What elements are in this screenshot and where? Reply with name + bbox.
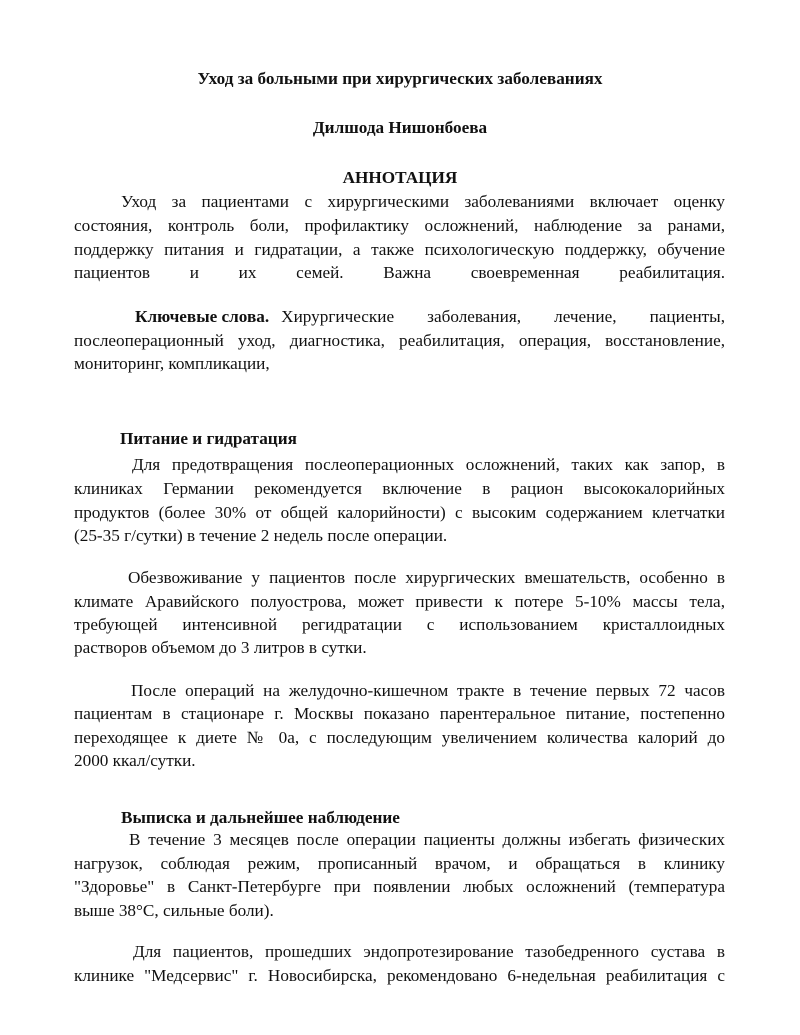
- keywords-line: мониторинг, компликации,: [74, 354, 270, 373]
- annotation-line: поддержку питания и гидратации, а также психологическую поддержку, обучение: [74, 240, 725, 259]
- paragraph-line: Для пациентов, прошедших эндопротезирование тазобедренного сустава в: [133, 942, 725, 961]
- keywords-first-line: [135, 306, 725, 328]
- paragraph-line: пациентам в стационаре г. Москвы показано парентеральное питание, постепенно: [74, 704, 725, 723]
- paragraph-line: В течение 3 месяцев после операции пациенты должны избегать физических: [129, 830, 725, 849]
- paragraph-line: После операций на желудочно-кишечном тракте в течение первых 72 часов: [131, 681, 725, 700]
- section-heading-nutrition: Питание и гидратация: [120, 429, 297, 448]
- paragraph-line: требующей интенсивной регидратации с использованием кристаллоидных: [74, 615, 725, 634]
- section-heading-discharge: Выписка и дальнейшее наблюдение: [121, 808, 400, 827]
- paragraph-line: клиниках Германии рекомендуется включение в рацион высококалорийных: [74, 479, 725, 498]
- paragraph-line: Обезвоживание у пациентов после хирургических вмешательств, особенно в: [128, 568, 725, 587]
- keywords-label: Ключевые слова.: [135, 307, 270, 326]
- annotation-line: пациентов и их семей. Важна своевременная реабилитация.: [74, 263, 725, 282]
- paragraph-line: Для предотвращения послеоперационных осложнений, таких как запор, в: [132, 455, 725, 474]
- paragraph-line: (25-35 г/сутки) в течение 2 недель после операции.: [74, 526, 448, 545]
- keywords-line: послеоперационный уход, диагностика, реабилитация, операция, восстановление,: [74, 331, 725, 350]
- paragraph-line: климате Аравийского полуострова, может привести к потере 5-10% массы тела,: [74, 592, 725, 611]
- annotation-heading: АННОТАЦИЯ: [342, 168, 458, 187]
- keywords-text: Хирургические заболевания, лечение, пациенты,: [281, 307, 725, 326]
- annotation-line: состояния, контроль боли, профилактику осложнений, наблюдение за ранами,: [74, 216, 725, 235]
- paragraph-line: растворов объемом до 3 литров в сутки.: [74, 638, 367, 657]
- annotation-line: Уход за пациентами с хирургическими заболеваниями включает оценку: [121, 192, 725, 211]
- paragraph-line: 2000 ккал/сутки.: [74, 751, 196, 770]
- paragraph-line: нагрузок, соблюдая режим, прописанный врачом, и обращаться в клинику: [74, 854, 725, 873]
- paragraph-line: клинике "Медсервис" г. Новосибирска, рекомендовано 6-недельная реабилитация с: [74, 966, 725, 985]
- author-name: Дилшода Нишонбоева: [312, 118, 488, 137]
- paragraph-line: "Здоровье" в Санкт-Петербурге при появлении любых осложнений (температура: [74, 877, 725, 896]
- document-title: Уход за больными при хирургических заболеваниях: [197, 69, 603, 88]
- paragraph-line: выше 38°C, сильные боли).: [74, 901, 274, 920]
- paragraph-line: продуктов (более 30% от общей калорийности) с высоким содержанием клетчатки: [74, 503, 725, 522]
- paragraph-line: переходящее к диете № 0а, с последующим увеличением количества калорий до: [74, 728, 725, 747]
